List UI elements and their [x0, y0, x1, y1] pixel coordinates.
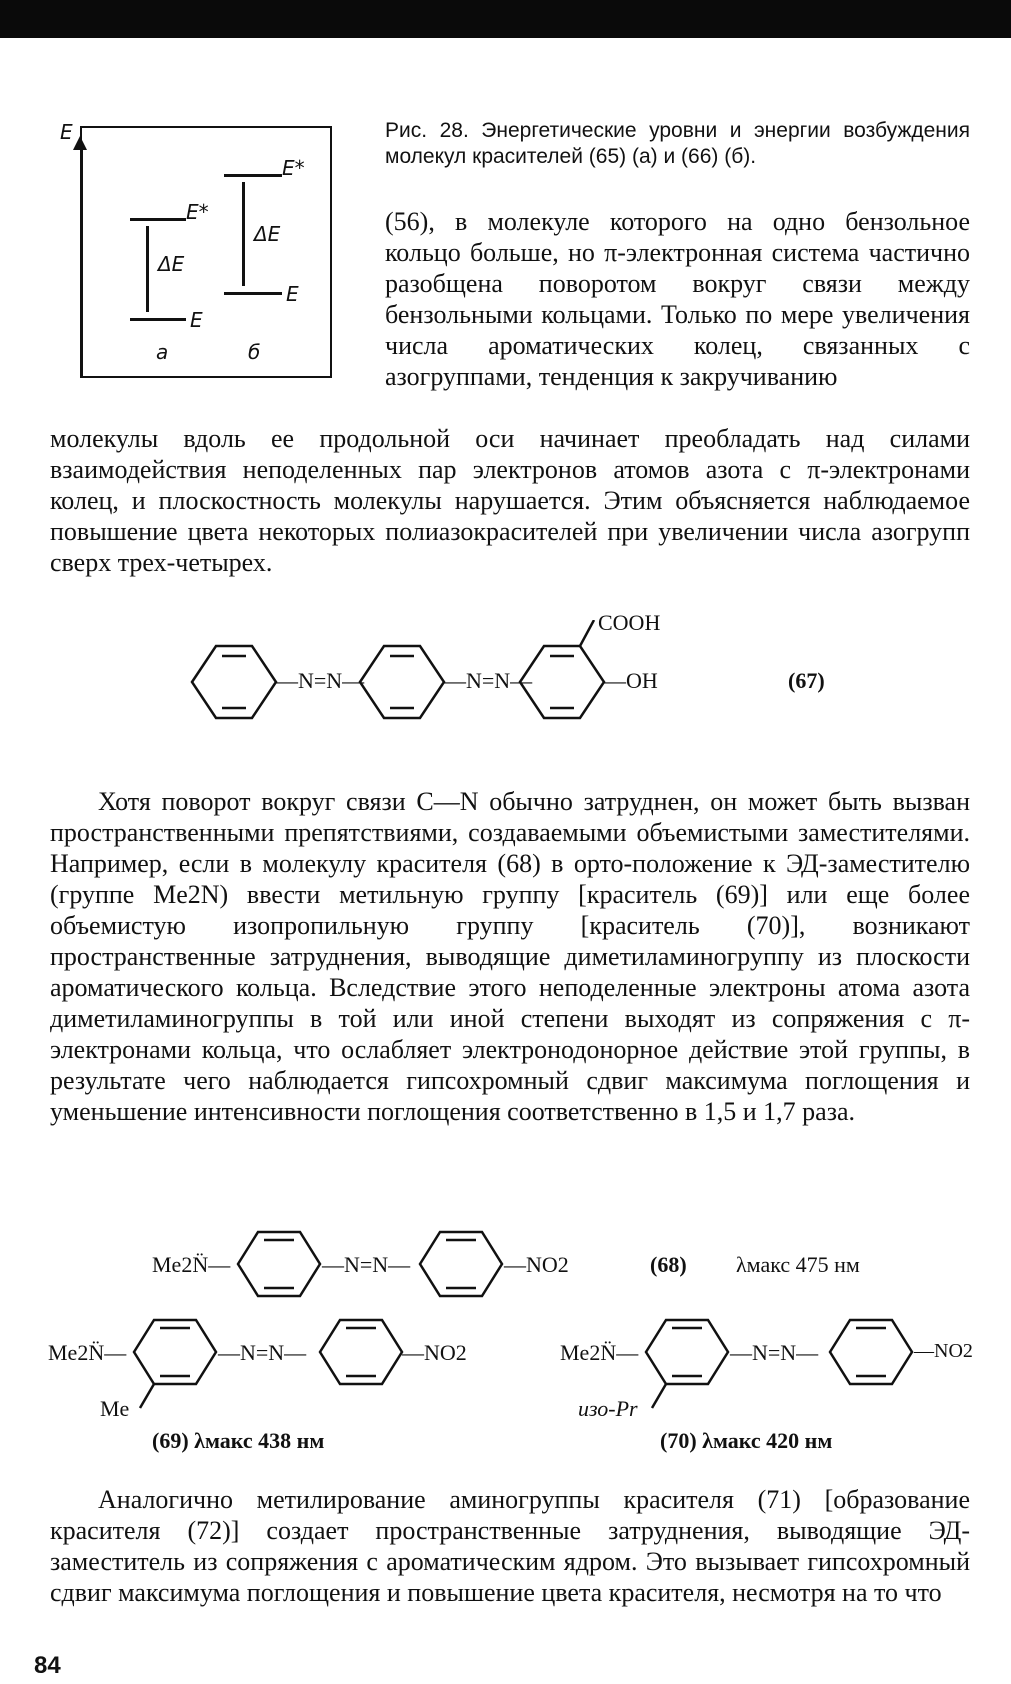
delta-e-label-b: ΔE	[254, 222, 281, 246]
arrow-head-icon	[73, 136, 87, 150]
nitro-69: —NO2	[402, 1340, 467, 1365]
paragraph-3	[50, 1484, 970, 1608]
nitro-68: —NO2	[504, 1252, 569, 1277]
page-number: 84	[34, 1652, 61, 1679]
azo-link-70: —N=N—	[730, 1340, 819, 1365]
methyl-substituent-69: Me	[100, 1396, 130, 1421]
paragraph-1-top	[385, 206, 970, 392]
paragraph-1-bottom	[50, 423, 970, 578]
scan-top-border	[0, 0, 1011, 38]
excited-level-label-b: E*	[282, 156, 305, 180]
paragraph-1-bottom-text: молекулы вдоль ее продольной оси начинает преобладать над силами взаимодействия неподеленных пар электронов атомов азота с π-электронами колец, и плоскостность молекулы нарушается. Этим объясняется наблюдаемое повышение цвета некоторых полиазокрасителей при увеличении числа азогрупп сверх трех-четырех.	[50, 424, 970, 577]
excited-level-label-a: E*	[186, 200, 209, 224]
dimethylamino-69: Me2N̈—	[48, 1340, 127, 1365]
cooh-group: COOH	[598, 610, 661, 635]
excitation-arrow-a	[146, 226, 149, 312]
azo-link-68: —N=N—	[322, 1252, 411, 1277]
compound-68-label: (68)	[650, 1252, 687, 1277]
azo-link-69: —N=N—	[218, 1340, 307, 1365]
dimethylamino-68: Me2N̈—	[152, 1252, 231, 1277]
dimethylamino-70: Me2N̈—	[560, 1340, 639, 1365]
compound-69-label: (69) λмакс 438 нм	[152, 1428, 325, 1453]
compound-70-rings	[634, 1316, 964, 1416]
paragraph-2-text: Хотя поворот вокруг связи C—N обычно затруднен, он может быть вызван пространственными препятствиями, создаваемыми объемистыми заместителями. Например, если в молекулу красителя (68) в орто-положение к ЭД-заместителю (группе Me2N) ввести метильную группу [краситель (69)] или еще более объемистую изопропильную группу [краситель (70)], возникают пространственные затруднения, выводящие диметиламиногруппу из плоскости ароматического кольца. Вследствие этого неподеленные электроны атома азота диметиламиногруппы в той или иной степени выходят из сопряжения с π-электронами кольца, что ослабляет электронодонорное действие этой группы, в результате чего наблюдается гипсохромный сдвиг максимума поглощения и уменьшение интенсивности поглощения соответственно в 1,5 и 1,7 раза.	[50, 787, 970, 1126]
ground-level-line-b	[224, 292, 282, 295]
excitation-arrow-b	[242, 182, 245, 286]
paragraph-2	[50, 786, 970, 1127]
energy-axis-label: E	[60, 120, 73, 144]
oh-group: —OH	[604, 668, 658, 693]
energy-level-diagram	[60, 120, 332, 378]
azo-link-67-2: —N=N—	[444, 668, 533, 693]
compound-69-rings	[112, 1316, 472, 1416]
isopropyl-substituent-70: изо-Pr	[578, 1396, 638, 1421]
nitro-70: —NO2	[914, 1340, 973, 1362]
compound-67-label: (67)	[788, 668, 825, 693]
compound-70-label: (70) λмакс 420 нм	[660, 1428, 833, 1453]
delta-e-label-a: ΔE	[158, 252, 185, 276]
azo-link-67-1: —N=N—	[276, 668, 365, 693]
figure-caption: Рис. 28. Энергетические уровни и энергии возбуждения молекул красителей (65) (а) и (66) (б).	[385, 119, 970, 168]
ground-level-label-b: E	[286, 282, 299, 306]
compound-68-lambda: λмакс 475 нм	[736, 1252, 860, 1277]
panel-label-b: б	[248, 340, 261, 364]
paragraph-3-text: Аналогично метилирование аминогруппы красителя (71) [образование красителя (72)] создает пространственные затруднения, выводящие ЭД-заместитель из сопряжения с ароматическим ядром. Это вызывает гипсохромный сдвиг максимума поглощения и повышение цвета красителя, несмотря на то что	[50, 1485, 970, 1607]
ground-level-line-a	[130, 318, 186, 321]
energy-axis-arrow	[80, 146, 83, 376]
excited-level-line-b	[224, 174, 282, 177]
excited-level-line-a	[130, 218, 186, 221]
paragraph-1-top-text: (56), в молекуле которого на одно бензольное кольцо больше, но π-электронная система частично разобщена поворотом вокруг связи между бензольными кольцами. Только по мере увеличения числа ароматических колец, связанных с азогруппами, тенденция к закручиванию	[385, 207, 970, 391]
panel-label-a: a	[156, 340, 169, 364]
ground-level-label-a: E	[190, 308, 203, 332]
